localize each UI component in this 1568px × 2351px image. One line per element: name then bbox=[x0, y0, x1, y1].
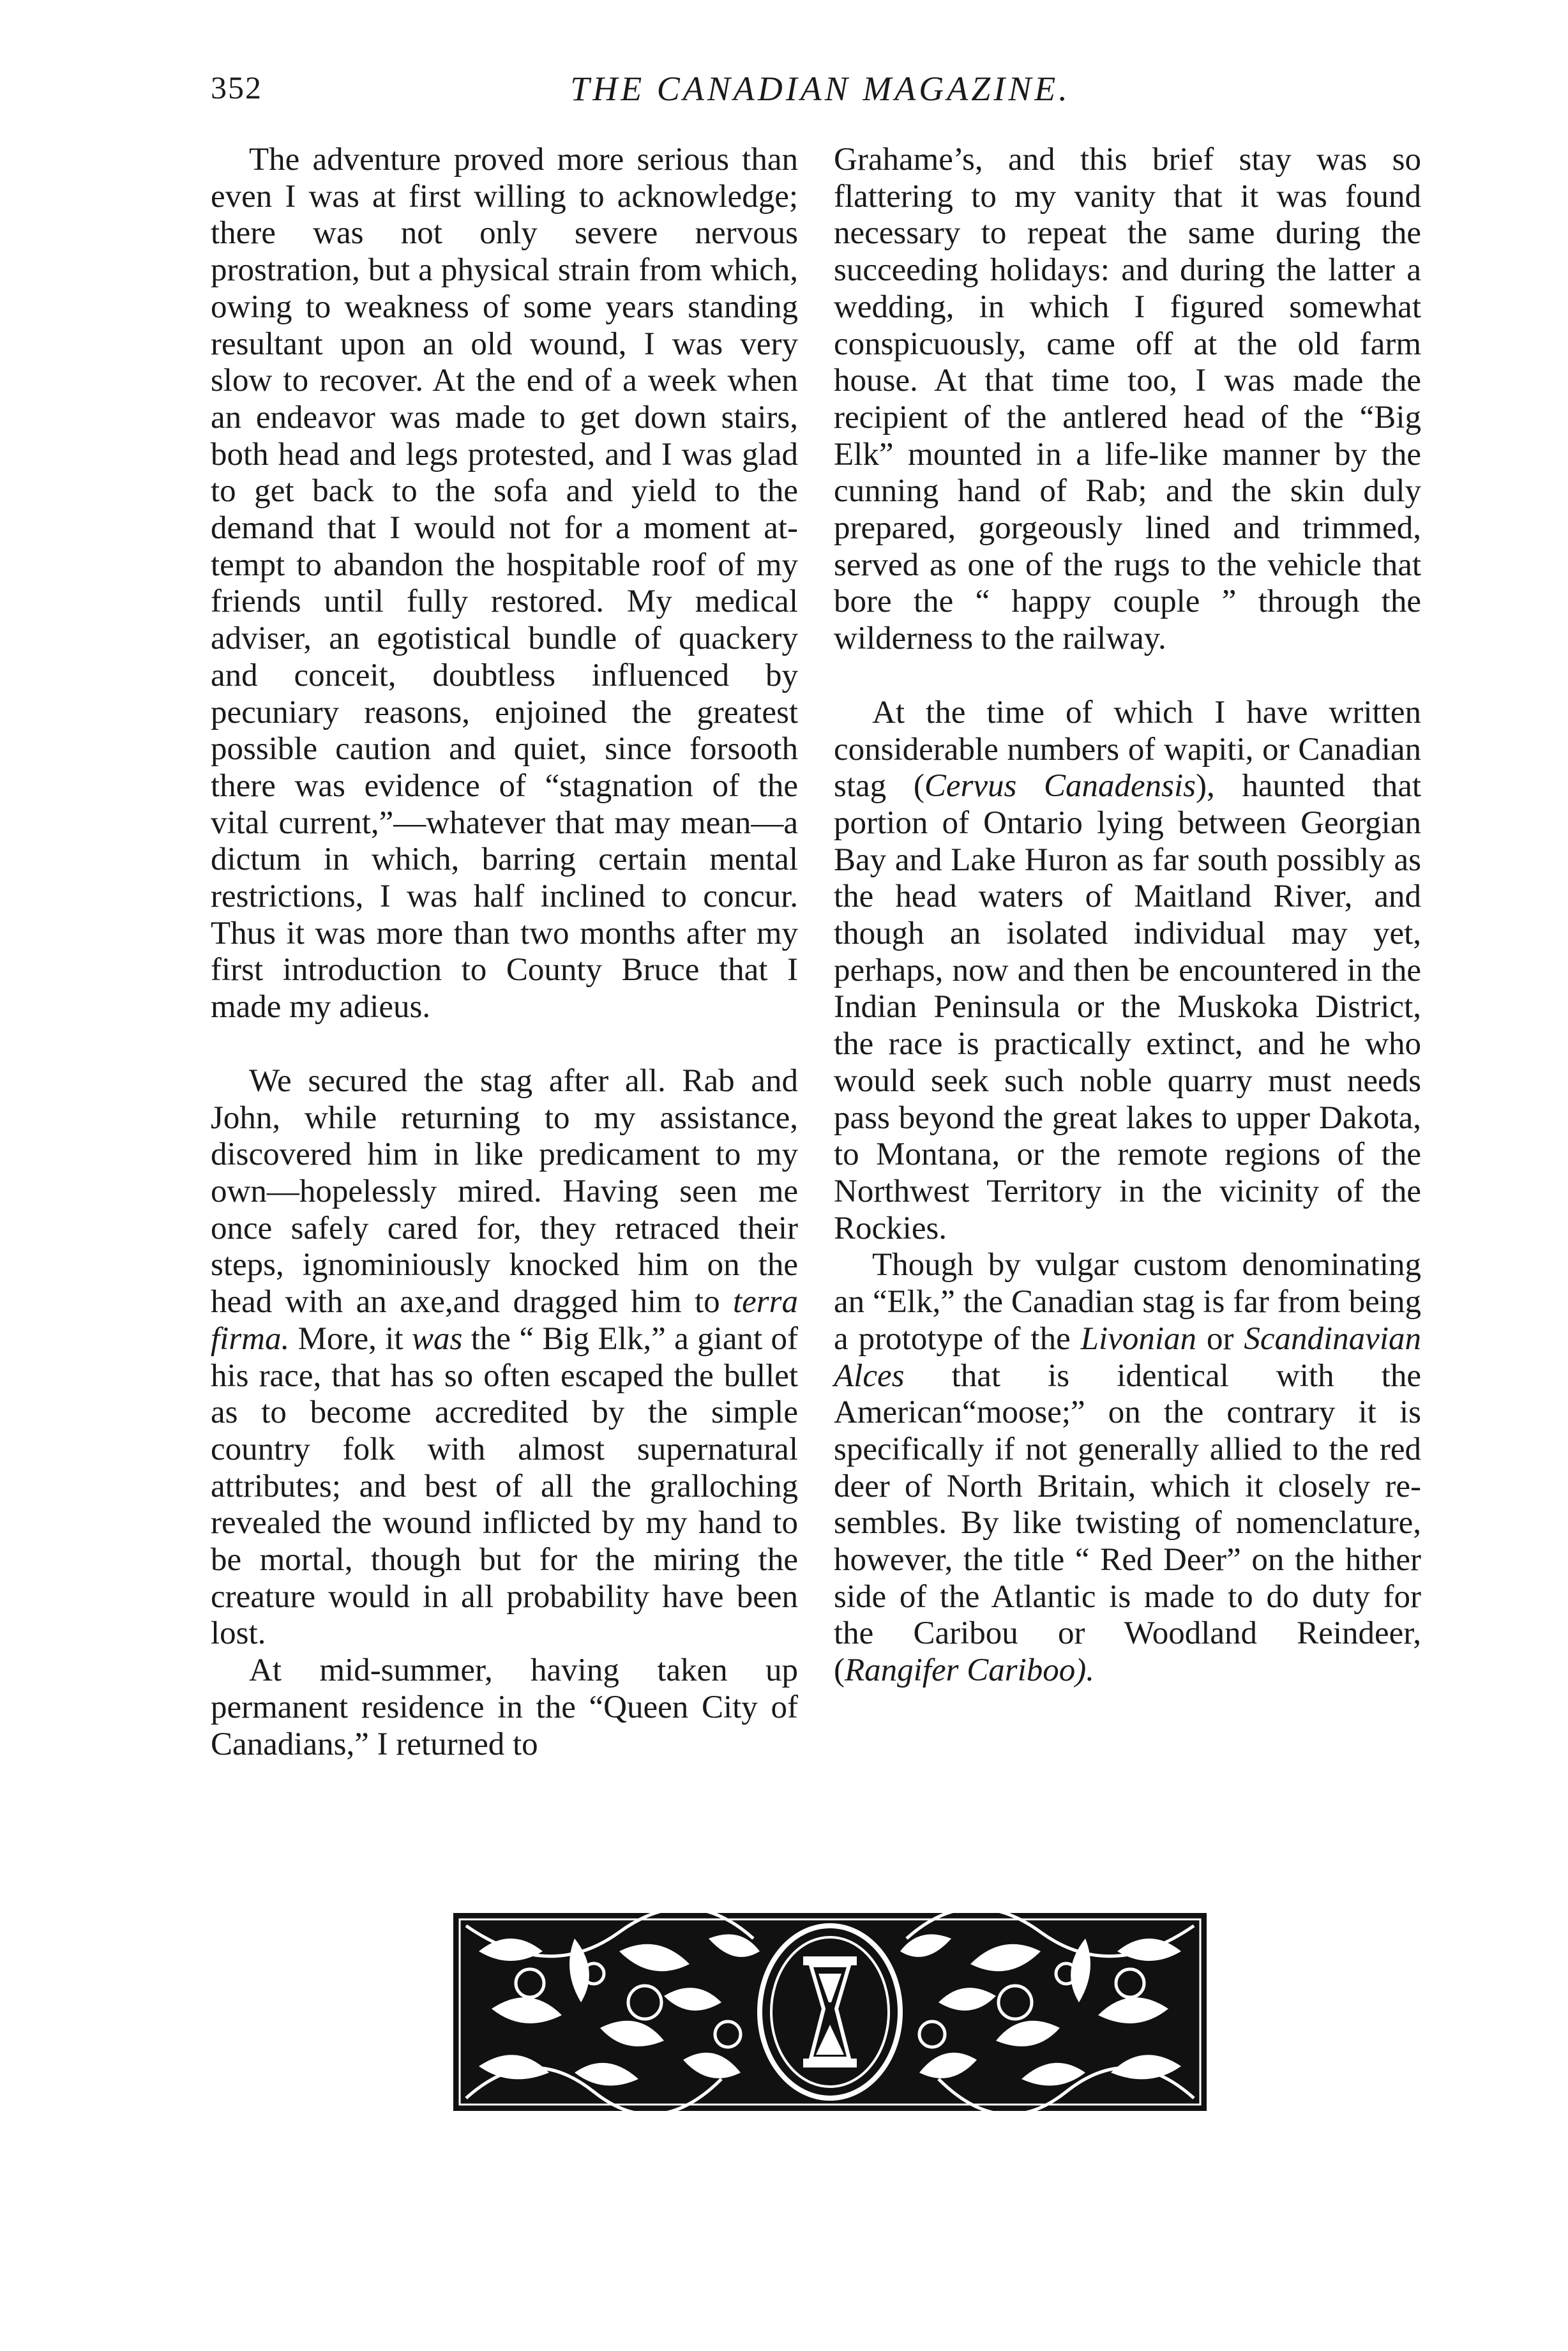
floral-ornament-icon bbox=[453, 1913, 1207, 2111]
right-column bbox=[834, 142, 1421, 1690]
paragraph-wapiti: At the time of which I have written considerable numbers of wapiti, or Canadian stag (Cervus Canadensis), haunted that portion of Ontario lying between Georgian Bay and Lake Huron as far south possibly as the head waters of Maitland River, and though an isolated individual may yet, perhaps, now and then be encountered in the Indian Peninsula or the Muskoka District, the race is practically extinct, and he who would seek such noble quarry must needs pass beyond the great lakes to upper Dakota, to Montana, or the remote regions of the Northwest Territory in the vicinity of the Rockies. bbox=[834, 694, 1422, 1246]
paragraph-mid-summer: At mid-summer, having taken up permanent residence in the “Queen City of Canadians,” I returned to bbox=[211, 1652, 798, 1762]
paragraph-recovery: The adventure proved more serious than even I was at first willing to acknowledge; there was not only severe nervous prostration, but a physical strain from which, owing to weakness of some years standing resultant upon an old wound, I was very slow to recover. At the end of a week when an endeavor was made to get down stairs, both head and legs protested, and I was glad to get back to the sofa and yield to the demand that I would not for a moment attempt to abandon the hospitable roof of my friends until fully restored. My medical adviser, an egotistical bundle of quackery and conceit, doubtless influenced by pecuniary reasons, enjoined the greatest possible caution and quiet, since forsooth there was evidence of “stagnation of the vital current,”—whatever that may mean—a dictum in which, barring certain mental restrictions, I was half inclined to concur. Thus it was more than two months after my first introduction to County Bruce that I made my adieus. bbox=[211, 142, 798, 1025]
running-title: THE CANADIAN MAGAZINE. bbox=[570, 70, 1071, 108]
page-number: 352 bbox=[211, 70, 262, 105]
paragraph-grahames: Grahame’s, and this brief stay was so flattering to my vanity that it was found necessary to repeat the same during the succeeding holidays: and during the latter a wedding, in which I figured somewhat conspicuously, came off at the old farm house. At that time too, I was made the recipient of the antlered head of the “Big Elk” mounted in a life-like manner by the cunning hand of Rab; and the skin duly prepared, gorgeously lined and trimmed, served as one of the rugs to the vehicle that bore the “ happy couple ” through the wilderness to the railway. bbox=[834, 142, 1421, 657]
tailpiece-ornament bbox=[453, 1913, 1207, 2111]
running-header bbox=[211, 69, 1430, 126]
paragraph-stag-secured: We secured the stag after all. Rab and John, while returning to my assistance, discovered him in like predicament to my own—hopelessly mired. Having seen me once safely cared for, they retraced their steps, ignominiously knocked him on the head with an axe,and dragged him to terra firma. More, it was the “ Big Elk,” a giant of his race, that has so often escaped the bullet as to become accredited by the simple country folk with almost supernatural attributes; and best of all the gralloching revealed the wound inflicted by my hand to be mortal, though but for the miring the creature would in all probability have been lost. bbox=[211, 1062, 798, 1652]
left-column bbox=[211, 142, 798, 1763]
paragraph-elk-name: Though by vulgar custom denominating an “Elk,” the Canadian stag is far from being a prototype of the Livonian or Scandinavian Alces that is identical with the American“moose;” on the contrary it is specifically if not generally allied to the red deer of North Britain, which it closely resembles. By like twisting of nomenclature, however, the title “ Red Deer” on the hither side of the Atlantic is made to do duty for the Caribou or Woodland Reindeer, (Rangifer Cariboo). bbox=[834, 1247, 1421, 1689]
